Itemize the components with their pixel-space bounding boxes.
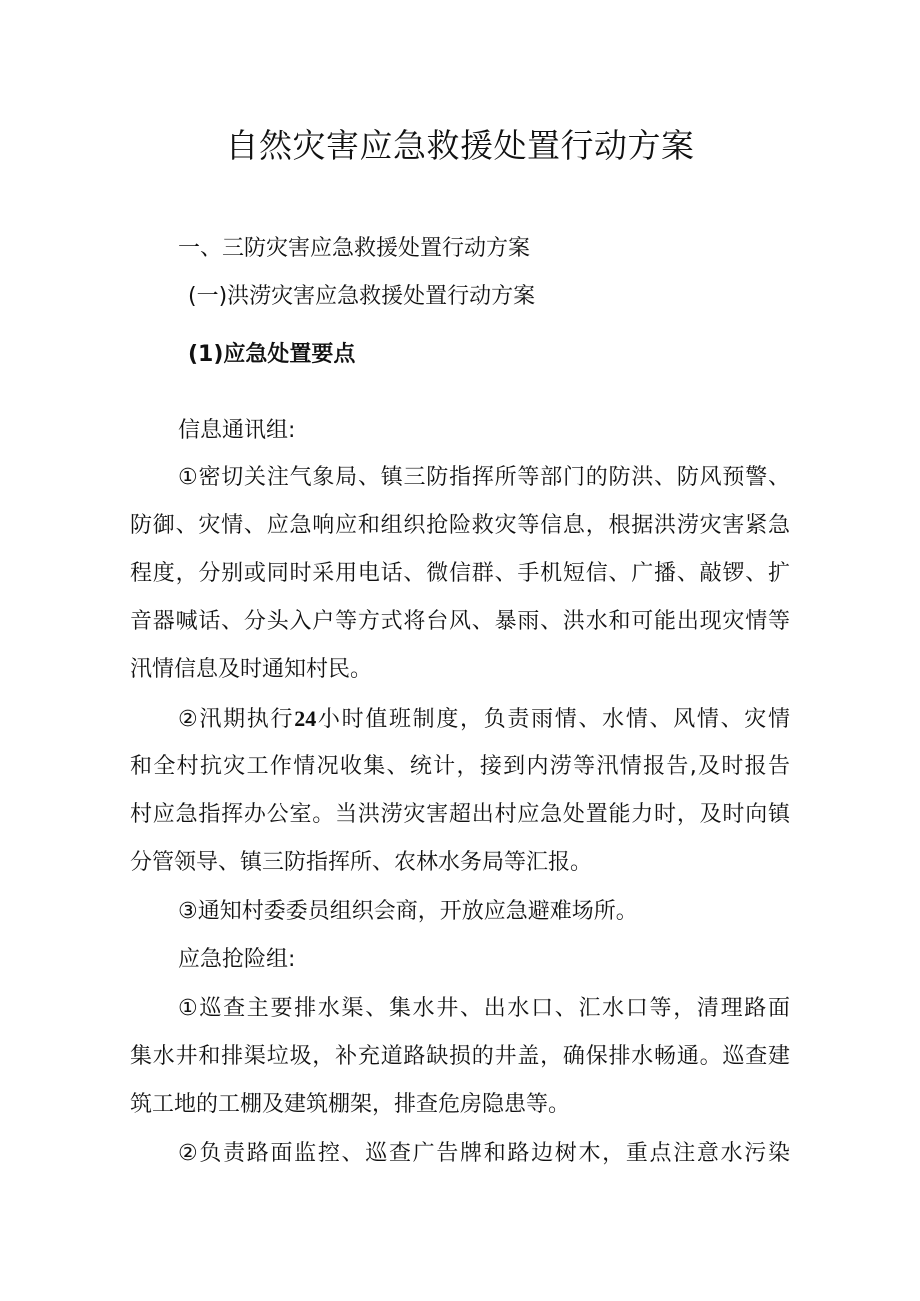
paragraph-line: ①巡查主要排水渠、集水井、出水口、汇水口等，清理路面 <box>178 996 790 1021</box>
heading-level-3: (1)应急处置要点 <box>188 342 356 367</box>
paragraph-line: 汛情信息及时通知村民。 <box>130 657 373 682</box>
paragraph-line: ①密切关注气象局、镇三防指挥所等部门的防洪、防风预警、 <box>178 465 790 490</box>
paragraph-line: 村应急指挥办公室。当洪涝灾害超出村应急处置能力时，及时向镇 <box>130 802 790 827</box>
paragraph-line: ②负责路面监控、巡查广告牌和路边树木，重点注意水污染 <box>178 1141 790 1166</box>
item2-suffix: 小时值班制度，负责雨情、水情、风情、灾情 <box>316 707 790 732</box>
paragraph-line-item2 <box>178 704 790 735</box>
heading-level-1: 一、三防灾害应急救援处置行动方案 <box>178 236 531 261</box>
paragraph-line: 和全村抗灾工作情况收集、统计，接到内涝等汛情报告,及时报告 <box>130 754 790 779</box>
paragraph-line: 筑工地的工棚及建筑棚架，排查危房隐患等。 <box>130 1092 571 1117</box>
paragraph-line: ③通知村委委员组织会商，开放应急避难场所。 <box>178 899 638 924</box>
paragraph-line: 集水井和排渠垃圾，补充道路缺损的井盖，确保排水畅通。巡查建 <box>130 1044 790 1069</box>
section-label-rescue: 应急抢险组: <box>178 947 296 972</box>
heading-level-2: (一)洪涝灾害应急救援处置行动方案 <box>188 284 536 309</box>
paragraph-line: 程度，分别或同时采用电话、微信群、手机短信、广播、敲锣、扩 <box>130 561 790 586</box>
paragraph-line: 音器喊话、分头入户等方式将台风、暴雨、洪水和可能出现灾情等 <box>130 609 790 634</box>
item2-hours: 24 <box>294 706 317 731</box>
section-label-info: 信息通讯组: <box>178 418 296 443</box>
paragraph-line: 分管领导、镇三防指挥所、农林水务局等汇报。 <box>130 850 593 875</box>
paragraph-line: 防御、灾情、应急响应和组织抢险救灾等信息，根据洪涝灾害紧急 <box>130 513 790 538</box>
document-title: 自然灾害应急救援处置行动方案 <box>225 126 695 165</box>
item2-prefix: ②汛期执行 <box>178 707 295 732</box>
